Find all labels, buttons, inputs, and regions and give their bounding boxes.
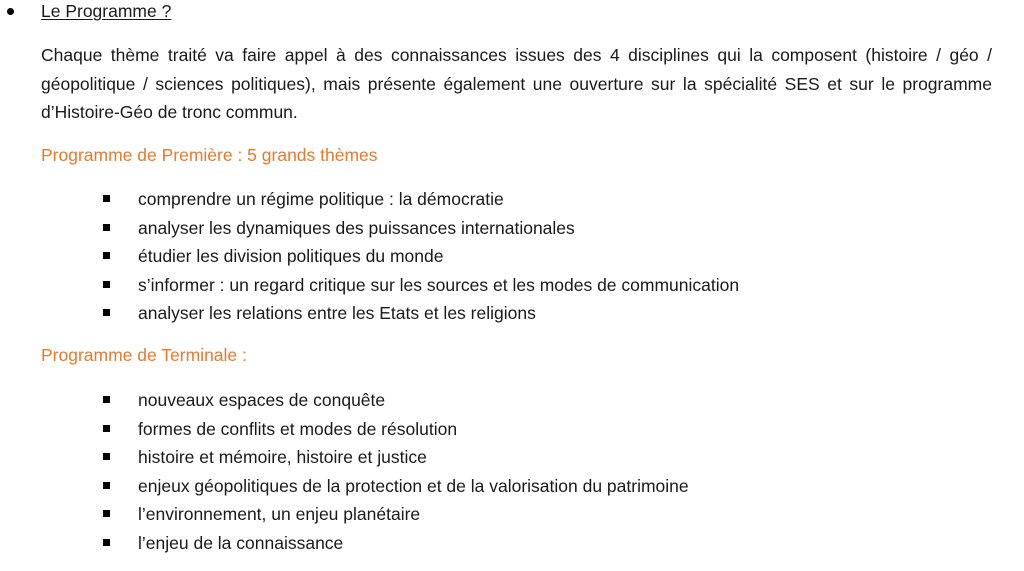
heading-title: Le Programme ? <box>41 1 172 21</box>
square-bullet-icon <box>103 309 110 316</box>
list-item-text: analyser les relations entre les Etats et les religions <box>138 303 536 323</box>
square-bullet-icon <box>103 224 110 231</box>
square-bullet-icon <box>103 281 110 288</box>
list-item-text: étudier les division politiques du monde <box>138 246 444 266</box>
list-item-text: analyser les dynamiques des puissances internationales <box>138 217 575 238</box>
list-item-text: histoire et mémoire, histoire et justice <box>138 447 427 467</box>
filled-circle-bullet-icon <box>7 8 14 15</box>
square-bullet-icon <box>103 539 110 546</box>
section-title-terminale: Programme de Terminale : <box>41 345 247 365</box>
square-bullet-icon <box>103 510 110 517</box>
square-bullet-icon <box>103 396 110 403</box>
square-bullet-icon <box>103 482 110 489</box>
section-title-premiere: Programme de Première : 5 grands thèmes <box>41 145 378 165</box>
square-bullet-icon <box>103 453 110 460</box>
list-item-text: l’enjeu de la connaissance <box>138 532 344 553</box>
square-bullet-icon <box>103 195 110 202</box>
list-item-text: comprendre un régime politique : la démocratie <box>138 189 504 209</box>
square-bullet-icon <box>103 252 110 259</box>
list-item-text: l’environnement, un enjeu planétaire <box>138 504 421 524</box>
intro-paragraph: Chaque thème traité va faire appel à des connaissances issues des 4 disciplines qui la composent (histoire / géo / géopolitique / sciences politiques), mais présente également une ouverture sur la spécialité SES et sur le programme d’Histoire-Géo de tronc commun. <box>41 45 992 122</box>
square-bullet-icon <box>103 425 110 432</box>
list-item-text: formes de conflits et modes de résolution <box>138 418 458 439</box>
list-item-text: nouveaux espaces de conquête <box>138 390 386 410</box>
list-item-text: s’informer : un regard critique sur les sources et les modes de communication <box>138 274 740 295</box>
list-item-text: enjeux géopolitiques de la protection et de la valorisation du patrimoine <box>138 475 689 496</box>
